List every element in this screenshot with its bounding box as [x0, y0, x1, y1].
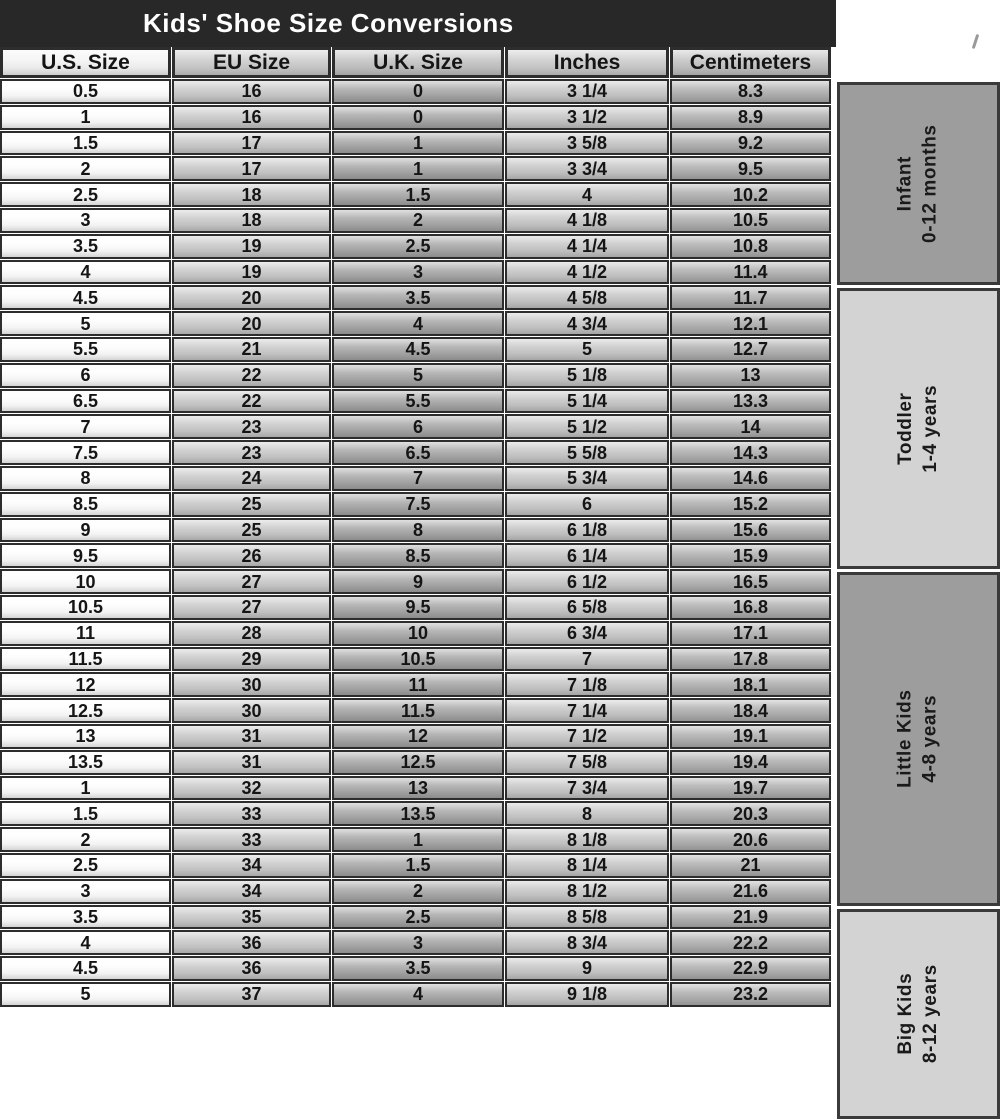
table-cell: 5.5 — [332, 389, 504, 414]
table-cell: 10.5 — [332, 647, 504, 672]
age-group-label — [894, 385, 943, 473]
table-cell: 8.3 — [670, 79, 831, 104]
table-row — [0, 337, 833, 362]
table-cell: 9 1/8 — [505, 982, 669, 1007]
table-cell: 3 — [0, 208, 171, 233]
table-cell: 11.5 — [0, 647, 171, 672]
table-cell: 20.6 — [670, 827, 831, 852]
age-group-label — [894, 124, 943, 243]
table-cell: 3.5 — [0, 905, 171, 930]
table-cell: 13.3 — [670, 389, 831, 414]
table-cell: 21 — [670, 853, 831, 878]
table-row — [0, 260, 833, 285]
table-cell: 27 — [172, 595, 331, 620]
table-cell: 25 — [172, 518, 331, 543]
table-cell: 2 — [0, 156, 171, 181]
table-cell: 18 — [172, 182, 331, 207]
table-cell: 11.7 — [670, 285, 831, 310]
table-cell: 7 — [505, 647, 669, 672]
table-cell: 6 1/4 — [505, 543, 669, 568]
table-cell: 0 — [332, 79, 504, 104]
conversion-table — [0, 47, 833, 1007]
table-cell: 4.5 — [332, 337, 504, 362]
table-cell: 6 — [332, 414, 504, 439]
age-group-range: 1-4 years — [919, 384, 941, 473]
table-cell: 4 1/2 — [505, 260, 669, 285]
column-header: U.K. Size — [332, 47, 504, 78]
table-cell: 17.1 — [670, 621, 831, 646]
artifact-mark — [972, 34, 979, 49]
table-cell: 37 — [172, 982, 331, 1007]
table-cell: 7 3/4 — [505, 776, 669, 801]
table-cell: 26 — [172, 543, 331, 568]
table-cell: 7 1/4 — [505, 698, 669, 723]
table-row — [0, 518, 833, 543]
table-cell: 31 — [172, 724, 331, 749]
table-cell: 6 1/2 — [505, 569, 669, 594]
table-row — [0, 879, 833, 904]
table-cell: 8 5/8 — [505, 905, 669, 930]
table-cell: 7 — [0, 414, 171, 439]
table-cell: 24 — [172, 466, 331, 491]
table-cell: 18 — [172, 208, 331, 233]
table-cell: 14.3 — [670, 440, 831, 465]
age-group-toddler — [837, 288, 1000, 569]
table-cell: 35 — [172, 905, 331, 930]
table-row — [0, 621, 833, 646]
column-header: EU Size — [172, 47, 331, 78]
table-cell: 19.1 — [670, 724, 831, 749]
table-cell: 2.5 — [332, 905, 504, 930]
table-cell: 4 5/8 — [505, 285, 669, 310]
table-cell: 3 1/2 — [505, 105, 669, 130]
table-cell: 23 — [172, 414, 331, 439]
age-group-name: Toddler — [894, 392, 916, 465]
age-group-label — [894, 690, 943, 788]
table-row — [0, 724, 833, 749]
table-cell: 30 — [172, 698, 331, 723]
table-cell: 34 — [172, 879, 331, 904]
table-row — [0, 569, 833, 594]
table-cell: 5 1/2 — [505, 414, 669, 439]
table-cell: 8.5 — [0, 492, 171, 517]
table-row — [0, 672, 833, 697]
age-group-range: 4-8 years — [919, 695, 941, 783]
table-cell: 30 — [172, 672, 331, 697]
table-cell: 6 — [505, 492, 669, 517]
table-row — [0, 79, 833, 104]
table-cell: 1.5 — [332, 182, 504, 207]
age-group-name: Infant — [894, 155, 916, 212]
table-cell: 9 — [0, 518, 171, 543]
table-cell: 8 1/8 — [505, 827, 669, 852]
age-group-name: Big Kids — [894, 973, 916, 1055]
table-cell: 3 1/4 — [505, 79, 669, 104]
table-row — [0, 827, 833, 852]
table-cell: 19 — [172, 260, 331, 285]
table-row — [0, 698, 833, 723]
table-cell: 14.6 — [670, 466, 831, 491]
table-cell: 7.5 — [0, 440, 171, 465]
table-row — [0, 156, 833, 181]
table-row — [0, 234, 833, 259]
table-cell: 15.9 — [670, 543, 831, 568]
table-cell: 11 — [0, 621, 171, 646]
table-cell: 8 — [505, 801, 669, 826]
table-row — [0, 982, 833, 1007]
table-cell: 7 5/8 — [505, 750, 669, 775]
table-cell: 19.4 — [670, 750, 831, 775]
table-cell: 23 — [172, 440, 331, 465]
table-cell: 8 1/2 — [505, 879, 669, 904]
age-group-big-kids — [837, 909, 1000, 1119]
table-cell: 1 — [332, 827, 504, 852]
table-cell: 3 5/8 — [505, 131, 669, 156]
title-bar — [0, 0, 836, 47]
table-cell: 4 — [505, 182, 669, 207]
table-cell: 32 — [172, 776, 331, 801]
table-cell: 4 3/4 — [505, 311, 669, 336]
table-cell: 21.6 — [670, 879, 831, 904]
table-cell: 5 — [0, 982, 171, 1007]
table-cell: 18.4 — [670, 698, 831, 723]
table-cell: 22.2 — [670, 930, 831, 955]
table-cell: 12 — [0, 672, 171, 697]
column-header: U.S. Size — [0, 47, 171, 78]
table-cell: 8 1/4 — [505, 853, 669, 878]
table-cell: 2.5 — [0, 853, 171, 878]
table-row — [0, 543, 833, 568]
table-cell: 2 — [0, 827, 171, 852]
table-cell: 11 — [332, 672, 504, 697]
table-cell: 1 — [0, 776, 171, 801]
table-cell: 16.5 — [670, 569, 831, 594]
table-row — [0, 956, 833, 981]
table-cell: 15.6 — [670, 518, 831, 543]
table-cell: 31 — [172, 750, 331, 775]
table-cell: 3.5 — [0, 234, 171, 259]
table-row — [0, 440, 833, 465]
table-cell: 5 3/4 — [505, 466, 669, 491]
table-cell: 10.5 — [0, 595, 171, 620]
table-cell: 23.2 — [670, 982, 831, 1007]
table-cell: 17 — [172, 156, 331, 181]
table-cell: 8.5 — [332, 543, 504, 568]
age-group-label — [894, 965, 943, 1064]
table-cell: 4 1/8 — [505, 208, 669, 233]
age-group-name: Little Kids — [894, 689, 916, 789]
table-row — [0, 776, 833, 801]
table-row — [0, 182, 833, 207]
table-row — [0, 105, 833, 130]
table-cell: 17.8 — [670, 647, 831, 672]
table-cell: 4 — [0, 930, 171, 955]
table-cell: 2 — [332, 208, 504, 233]
age-group-range: 8-12 years — [919, 964, 941, 1064]
table-cell: 21 — [172, 337, 331, 362]
table-row — [0, 414, 833, 439]
age-group-infant — [837, 82, 1000, 285]
table-cell: 10.5 — [670, 208, 831, 233]
table-row — [0, 595, 833, 620]
table-cell: 5 5/8 — [505, 440, 669, 465]
table-header-row — [0, 47, 833, 78]
table-cell: 4 — [0, 260, 171, 285]
table-cell: 6 5/8 — [505, 595, 669, 620]
table-cell: 3 — [0, 879, 171, 904]
table-cell: 0 — [332, 105, 504, 130]
table-cell: 2 — [332, 879, 504, 904]
table-row — [0, 930, 833, 955]
table-cell: 16 — [172, 105, 331, 130]
table-cell: 5 1/8 — [505, 363, 669, 388]
table-cell: 3.5 — [332, 285, 504, 310]
table-cell: 27 — [172, 569, 331, 594]
table-cell: 21.9 — [670, 905, 831, 930]
table-cell: 20 — [172, 285, 331, 310]
table-row — [0, 208, 833, 233]
table-cell: 33 — [172, 827, 331, 852]
table-row — [0, 363, 833, 388]
table-cell: 9.5 — [0, 543, 171, 568]
table-cell: 1 — [332, 156, 504, 181]
table-cell: 13 — [670, 363, 831, 388]
table-cell: 13 — [0, 724, 171, 749]
table-cell: 3 — [332, 930, 504, 955]
table-row — [0, 905, 833, 930]
table-cell: 9.5 — [332, 595, 504, 620]
table-cell: 33 — [172, 801, 331, 826]
table-cell: 6 1/8 — [505, 518, 669, 543]
table-cell: 12.7 — [670, 337, 831, 362]
table-cell: 16 — [172, 79, 331, 104]
table-cell: 11.5 — [332, 698, 504, 723]
table-row — [0, 131, 833, 156]
age-group-little-kids — [837, 572, 1000, 906]
table-cell: 12.1 — [670, 311, 831, 336]
table-row — [0, 466, 833, 491]
table-cell: 19 — [172, 234, 331, 259]
table-cell: 13.5 — [332, 801, 504, 826]
table-cell: 8 3/4 — [505, 930, 669, 955]
table-cell: 5 — [0, 311, 171, 336]
table-cell: 1 — [0, 105, 171, 130]
table-cell: 9 — [505, 956, 669, 981]
table-cell: 25 — [172, 492, 331, 517]
table-cell: 11.4 — [670, 260, 831, 285]
column-header: Centimeters — [670, 47, 831, 78]
table-row — [0, 853, 833, 878]
column-header: Inches — [505, 47, 669, 78]
table-cell: 6 3/4 — [505, 621, 669, 646]
table-row — [0, 285, 833, 310]
table-cell: 18.1 — [670, 672, 831, 697]
table-cell: 4.5 — [0, 285, 171, 310]
table-cell: 6.5 — [332, 440, 504, 465]
table-cell: 8 — [0, 466, 171, 491]
table-row — [0, 389, 833, 414]
table-cell: 1.5 — [0, 131, 171, 156]
table-cell: 3.5 — [332, 956, 504, 981]
table-cell: 7 1/2 — [505, 724, 669, 749]
table-cell: 5.5 — [0, 337, 171, 362]
table-cell: 7 — [332, 466, 504, 491]
table-cell: 22.9 — [670, 956, 831, 981]
table-cell: 12 — [332, 724, 504, 749]
table-cell: 36 — [172, 956, 331, 981]
table-cell: 9.5 — [670, 156, 831, 181]
table-cell: 4 — [332, 982, 504, 1007]
table-cell: 36 — [172, 930, 331, 955]
table-cell: 20.3 — [670, 801, 831, 826]
table-cell: 12.5 — [0, 698, 171, 723]
table-cell: 29 — [172, 647, 331, 672]
table-cell: 12.5 — [332, 750, 504, 775]
table-cell: 9.2 — [670, 131, 831, 156]
table-cell: 22 — [172, 389, 331, 414]
table-cell: 28 — [172, 621, 331, 646]
table-cell: 5 — [332, 363, 504, 388]
table-cell: 2.5 — [0, 182, 171, 207]
age-group-range: 0-12 months — [919, 124, 941, 243]
table-cell: 34 — [172, 853, 331, 878]
table-cell: 3 3/4 — [505, 156, 669, 181]
table-cell: 1.5 — [0, 801, 171, 826]
table-cell: 4 1/4 — [505, 234, 669, 259]
table-cell: 15.2 — [670, 492, 831, 517]
table-cell: 8 — [332, 518, 504, 543]
table-cell: 4 — [332, 311, 504, 336]
table-cell: 5 — [505, 337, 669, 362]
table-cell: 8.9 — [670, 105, 831, 130]
table-cell: 0.5 — [0, 79, 171, 104]
age-group-column — [837, 82, 1000, 1119]
table-cell: 20 — [172, 311, 331, 336]
table-row — [0, 647, 833, 672]
table-cell: 13 — [332, 776, 504, 801]
table-cell: 14 — [670, 414, 831, 439]
table-cell: 4.5 — [0, 956, 171, 981]
table-cell: 7 1/8 — [505, 672, 669, 697]
table-cell: 7.5 — [332, 492, 504, 517]
table-cell: 9 — [332, 569, 504, 594]
table-cell: 6 — [0, 363, 171, 388]
table-cell: 1.5 — [332, 853, 504, 878]
table-row — [0, 492, 833, 517]
table-cell: 10 — [0, 569, 171, 594]
table-cell: 16.8 — [670, 595, 831, 620]
table-cell: 1 — [332, 131, 504, 156]
table-cell: 17 — [172, 131, 331, 156]
table-cell: 2.5 — [332, 234, 504, 259]
table-cell: 10.8 — [670, 234, 831, 259]
table-cell: 10 — [332, 621, 504, 646]
table-cell: 3 — [332, 260, 504, 285]
table-cell: 13.5 — [0, 750, 171, 775]
table-cell: 19.7 — [670, 776, 831, 801]
table-row — [0, 311, 833, 336]
table-row — [0, 750, 833, 775]
page-title: Kids' Shoe Size Conversions — [143, 8, 514, 38]
table-cell: 6.5 — [0, 389, 171, 414]
table-row — [0, 801, 833, 826]
table-cell: 22 — [172, 363, 331, 388]
table-cell: 10.2 — [670, 182, 831, 207]
table-cell: 5 1/4 — [505, 389, 669, 414]
